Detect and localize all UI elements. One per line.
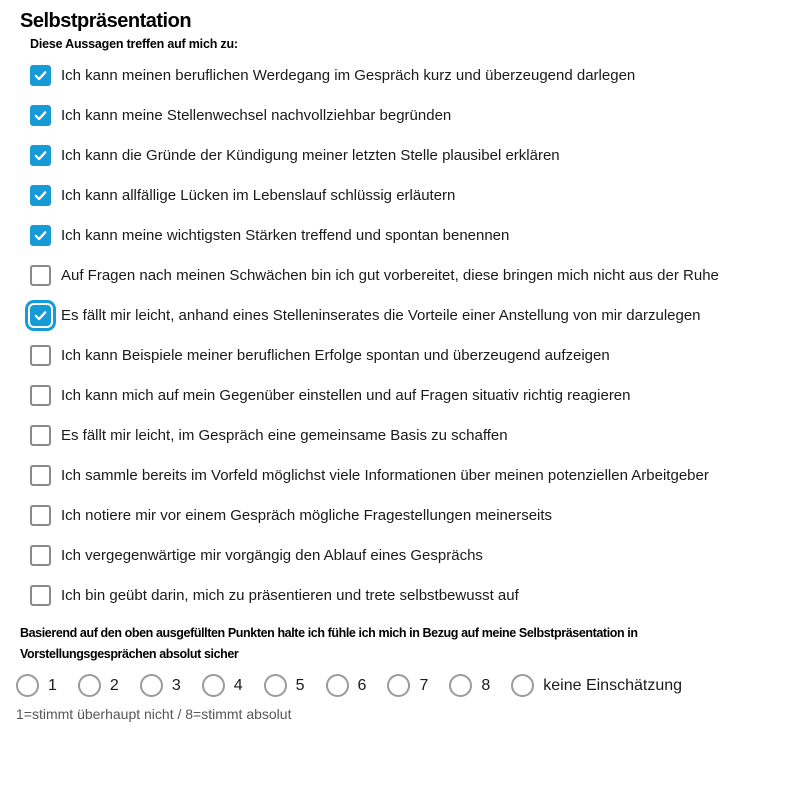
radio-label: 8: [481, 676, 491, 694]
radio-label: 3: [171, 676, 181, 694]
checkbox[interactable]: [30, 425, 51, 446]
checkbox[interactable]: [30, 105, 51, 126]
rating-option[interactable]: [387, 674, 428, 697]
checklist-item: [30, 383, 789, 408]
checkbox[interactable]: [30, 185, 51, 206]
rating-option[interactable]: [78, 674, 119, 697]
checkbox[interactable]: [30, 225, 51, 246]
checkbox[interactable]: [30, 465, 51, 486]
checkbox[interactable]: [30, 145, 51, 166]
radio-label: 2: [109, 676, 119, 694]
checkbox-label: Ich notiere mir vor einem Gespräch mögliche Fragestellungen meinerseits: [61, 507, 553, 524]
radio-button[interactable]: [511, 674, 534, 697]
checkbox[interactable]: [30, 385, 51, 406]
rating-footnote: 1=stimmt überhaupt nicht / 8=stimmt absolut: [16, 706, 292, 722]
checklist-item: [30, 423, 789, 448]
radio-button[interactable]: [140, 674, 163, 697]
radio-label: 6: [357, 676, 367, 694]
checkmark-icon: [33, 148, 48, 163]
checklist-item: [30, 463, 789, 488]
checklist-item: [30, 103, 789, 128]
radio-label: 1: [48, 676, 57, 694]
page-title: Selbstpräsentation: [20, 10, 192, 32]
rating-option[interactable]: [511, 674, 682, 697]
checkbox-label: Ich kann allfällige Lücken im Lebenslauf schlüssig erläutern: [61, 187, 456, 204]
checkmark-icon: [33, 108, 48, 123]
rating-option[interactable]: [16, 674, 57, 697]
checkbox-label: Ich vergegenwärtige mir vorgängig den Ablauf eines Gesprächs: [61, 547, 483, 564]
rating-option[interactable]: [202, 674, 243, 697]
checkbox-label: Ich bin geübt darin, mich zu präsentieren und trete selbstbewusst auf: [61, 587, 519, 604]
radio-button[interactable]: [202, 674, 225, 697]
checkbox-label: Ich kann Beispiele meiner beruflichen Erfolge spontan und überzeugend aufzeigen: [61, 347, 610, 364]
checklist-item: [30, 223, 789, 248]
checklist-item: [30, 503, 789, 528]
checkmark-icon: [33, 68, 48, 83]
checklist-item: [30, 143, 789, 168]
radio-button[interactable]: [449, 674, 472, 697]
checkbox-label: Ich kann mich auf mein Gegenüber einstellen und auf Fragen situativ richtig reagieren: [61, 387, 631, 404]
radio-button[interactable]: [326, 674, 349, 697]
radio-label: 5: [295, 676, 305, 694]
rating-options: [16, 674, 789, 697]
checkbox[interactable]: [30, 585, 51, 606]
radio-button[interactable]: [78, 674, 101, 697]
checkbox-label: Es fällt mir leicht, anhand eines Stelleninserates die Vorteile einer Anstellung von mir darzulegen: [61, 307, 701, 324]
radio-label: 4: [233, 676, 243, 694]
checkbox-label: Ich kann meinen beruflichen Werdegang im Gespräch kurz und überzeugend darlegen: [61, 67, 636, 84]
rating-option[interactable]: [264, 674, 305, 697]
radio-button[interactable]: [16, 674, 39, 697]
rating-prompt: Basierend auf den oben ausgefüllten Punkten halte ich fühle ich mich in Bezug auf meine Selbstpräsentation in Vorstellungsgesprächen absolut sicher: [20, 626, 638, 661]
checklist-item: [30, 583, 789, 608]
radio-label: 7: [419, 676, 429, 694]
checkbox-label: Ich kann die Gründe der Kündigung meiner letzten Stelle plausibel erklären: [61, 147, 560, 164]
checkbox-label: Ich kann meine Stellenwechsel nachvollziehbar begründen: [61, 107, 452, 124]
checkbox[interactable]: [30, 65, 51, 86]
checklist-item: [30, 543, 789, 568]
radio-button[interactable]: [264, 674, 287, 697]
rating-option[interactable]: [449, 674, 490, 697]
checklist-item: [30, 263, 789, 288]
checklist-item: [30, 303, 789, 328]
checkbox-label: Es fällt mir leicht, im Gespräch eine gemeinsame Basis zu schaffen: [61, 427, 508, 444]
rating-option[interactable]: [140, 674, 181, 697]
checkbox[interactable]: [30, 345, 51, 366]
page-subtitle: Diese Aussagen treffen auf mich zu:: [30, 37, 238, 51]
radio-label: keine Einschätzung: [543, 676, 683, 694]
checkbox-label: Ich sammle bereits im Vorfeld möglichst viele Informationen über meinen potenziellen Arbeitgeber: [61, 467, 709, 484]
checkbox-label: Ich kann meine wichtigsten Stärken treffend und spontan benennen: [61, 227, 510, 244]
checklist-item: [30, 343, 789, 368]
checkbox[interactable]: [30, 305, 51, 326]
checkbox[interactable]: [30, 545, 51, 566]
checkmark-icon: [33, 228, 48, 243]
checkbox-label: Auf Fragen nach meinen Schwächen bin ich gut vorbereitet, diese bringen mich nicht aus der Ruhe: [61, 267, 719, 284]
checkmark-icon: [33, 308, 48, 323]
checkbox[interactable]: [30, 265, 51, 286]
checklist-item: [30, 63, 789, 88]
checkbox[interactable]: [30, 505, 51, 526]
checklist: [30, 63, 789, 608]
rating-option[interactable]: [326, 674, 367, 697]
checklist-item: [30, 183, 789, 208]
radio-button[interactable]: [387, 674, 410, 697]
checkmark-icon: [33, 188, 48, 203]
